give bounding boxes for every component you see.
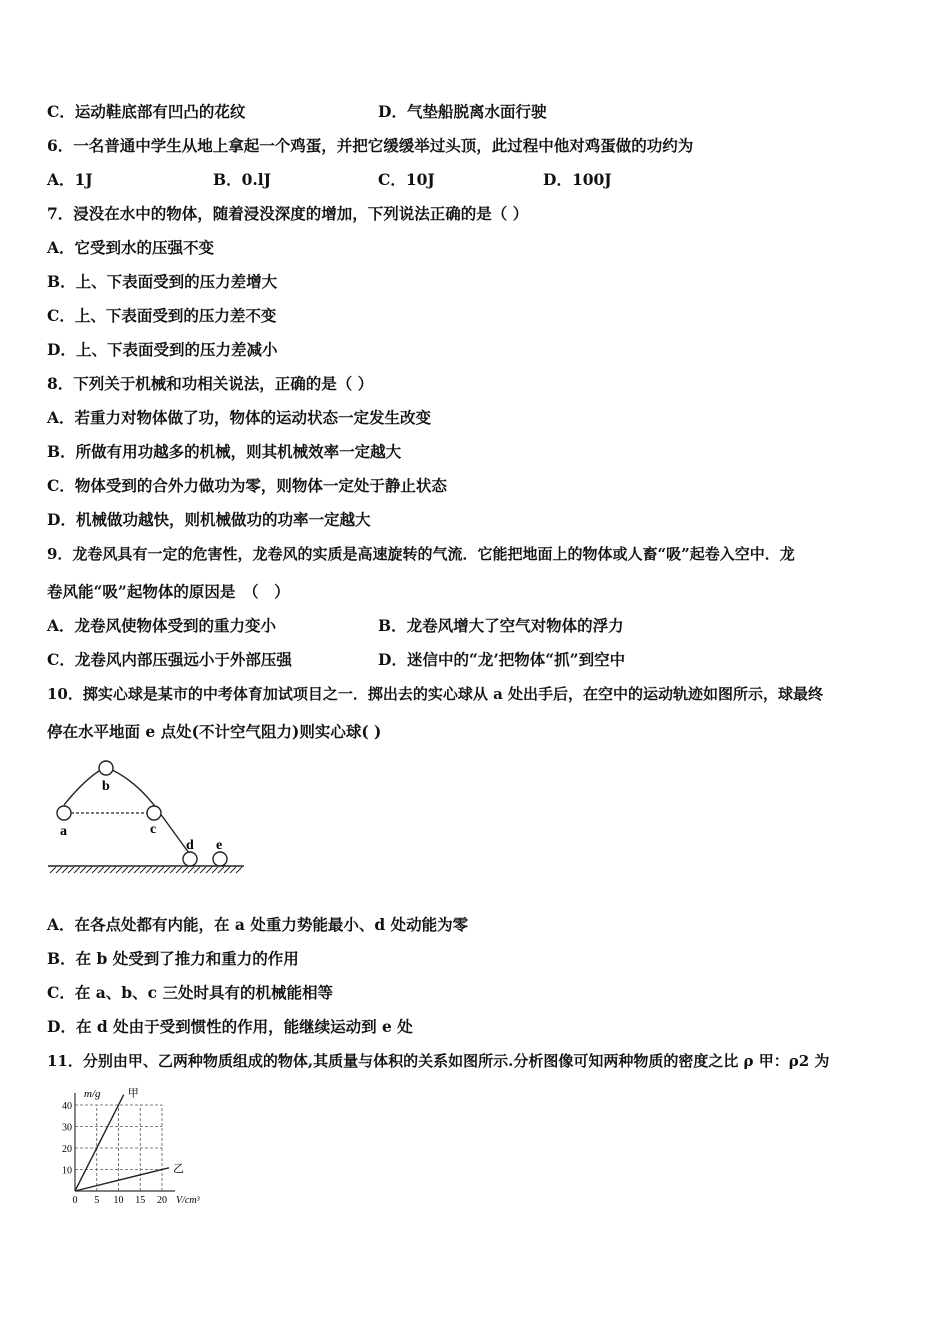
q8-option-c: C．物体受到的合外力做功为零，则物体一定处于静止状态 bbox=[47, 476, 447, 495]
y-axis-label: m/g bbox=[84, 1088, 101, 1100]
mass-volume-chart bbox=[50, 1085, 220, 1210]
series-line-yi bbox=[75, 1168, 169, 1191]
y-tick-label: 20 bbox=[62, 1144, 72, 1155]
trajectory-path bbox=[64, 769, 189, 853]
q10-stem-line2: 停在水平地面 e 点处(不计空气阻力)则实心球( ) bbox=[47, 722, 382, 741]
q8-option-a: A．若重力对物体做了功，物体的运动状态一定发生改变 bbox=[47, 408, 432, 427]
ball-d bbox=[183, 852, 197, 866]
q9-option-b: B．龙卷风增大了空气对物体的浮力 bbox=[378, 616, 624, 635]
q7-option-d: D．上、下表面受到的压力差减小 bbox=[47, 340, 278, 359]
label-e: e bbox=[216, 838, 223, 853]
ground-hatch bbox=[50, 867, 242, 873]
ball-b bbox=[99, 761, 113, 775]
q7-option-c: C．上、下表面受到的压力差不变 bbox=[47, 306, 277, 325]
series-label-jia: 甲 bbox=[127, 1087, 139, 1100]
q7-option-a: A．它受到水的压强不变 bbox=[47, 238, 215, 257]
label-d: d bbox=[186, 838, 194, 853]
label-a: a bbox=[60, 824, 67, 839]
q8-option-b: B．所做有用功越多的机械，则其机械效率一定越大 bbox=[47, 442, 402, 461]
label-c: c bbox=[150, 822, 157, 837]
ball-a bbox=[57, 806, 71, 820]
q7-stem: 7．浸没在水中的物体，随着浸没深度的增加，下列说法正确的是（ ） bbox=[47, 204, 529, 223]
x-tick-label: 15 bbox=[135, 1195, 146, 1206]
q6-option-a: A．1J bbox=[47, 170, 93, 189]
q9-option-c: C．龙卷风内部压强远小于外部压强 bbox=[47, 650, 292, 669]
y-tick-label: 30 bbox=[62, 1122, 72, 1134]
q9-stem-line1: 9．龙卷风具有一定的危害性，龙卷风的实质是高速旋转的气流．它能把地面上的物体或人畜“吸”起卷入空中．龙 bbox=[47, 545, 795, 563]
q6-option-d: D．100J bbox=[543, 170, 612, 189]
trajectory-figure bbox=[44, 755, 249, 880]
ball-e bbox=[213, 852, 227, 866]
q5-option-d: D．气垫船脱离水面行驶 bbox=[378, 102, 547, 121]
q10-option-a: A．在各点处都有内能，在 a 处重力势能最小、d 处动能为零 bbox=[47, 915, 469, 934]
q10-stem-line1: 10．掷实心球是某市的中考体育加试项目之一．掷出去的实心球从 a 处出手后，在空中的运动轨迹如图所示，球最终 bbox=[47, 685, 824, 703]
q5-option-c: C．运动鞋底部有凹凸的花纹 bbox=[47, 102, 246, 121]
x-tick-label: 0 bbox=[72, 1195, 78, 1206]
x-tick-label: 5 bbox=[94, 1195, 100, 1206]
q7-option-b: B．上、下表面受到的压力差增大 bbox=[47, 272, 278, 291]
q10-option-c: C．在 a、b、c 三处时具有的机械能相等 bbox=[47, 983, 333, 1002]
q6-option-c: C．10J bbox=[378, 170, 435, 189]
q10-option-b: B．在 b 处受到了推力和重力的作用 bbox=[47, 949, 299, 968]
x-tick-label: 20 bbox=[157, 1195, 167, 1206]
q8-stem: 8．下列关于机械和功相关说法，正确的是（ ） bbox=[47, 374, 374, 393]
x-axis-label: V/cm³ bbox=[176, 1195, 200, 1206]
y-tick-label: 40 bbox=[62, 1101, 72, 1112]
q6-stem: 6．一名普通中学生从地上拿起一个鸡蛋，并把它缓缓举过头顶，此过程中他对鸡蛋做的功约为 bbox=[47, 136, 694, 155]
q8-option-d: D．机械做功越快，则机械做功的功率一定越大 bbox=[47, 510, 371, 529]
y-tick-label: 10 bbox=[62, 1165, 72, 1177]
q9-option-d: D．迷信中的“龙’把物体“抓”到空中 bbox=[378, 650, 626, 669]
q10-option-d: D．在 d 处由于受到惯性的作用，能继续运动到 e 处 bbox=[47, 1017, 413, 1036]
label-b: b bbox=[102, 779, 110, 794]
q9-option-a: A．龙卷风使物体受到的重力变小 bbox=[47, 616, 277, 635]
series-line-jia bbox=[75, 1095, 124, 1191]
q11-stem: 11．分别由甲、乙两种物质组成的物体,其质量与体积的关系如图所示.分析图像可知两种物质的密度之比 ρ 甲：ρ2 为 bbox=[47, 1052, 830, 1070]
ball-c bbox=[147, 806, 161, 820]
series-label-yi: 乙 bbox=[172, 1162, 184, 1175]
q9-stem-line2: 卷风能“吸”起物体的原因是 （ ） bbox=[47, 582, 290, 601]
x-tick-label: 10 bbox=[113, 1195, 124, 1206]
q6-option-b: B．0.lJ bbox=[213, 170, 272, 189]
